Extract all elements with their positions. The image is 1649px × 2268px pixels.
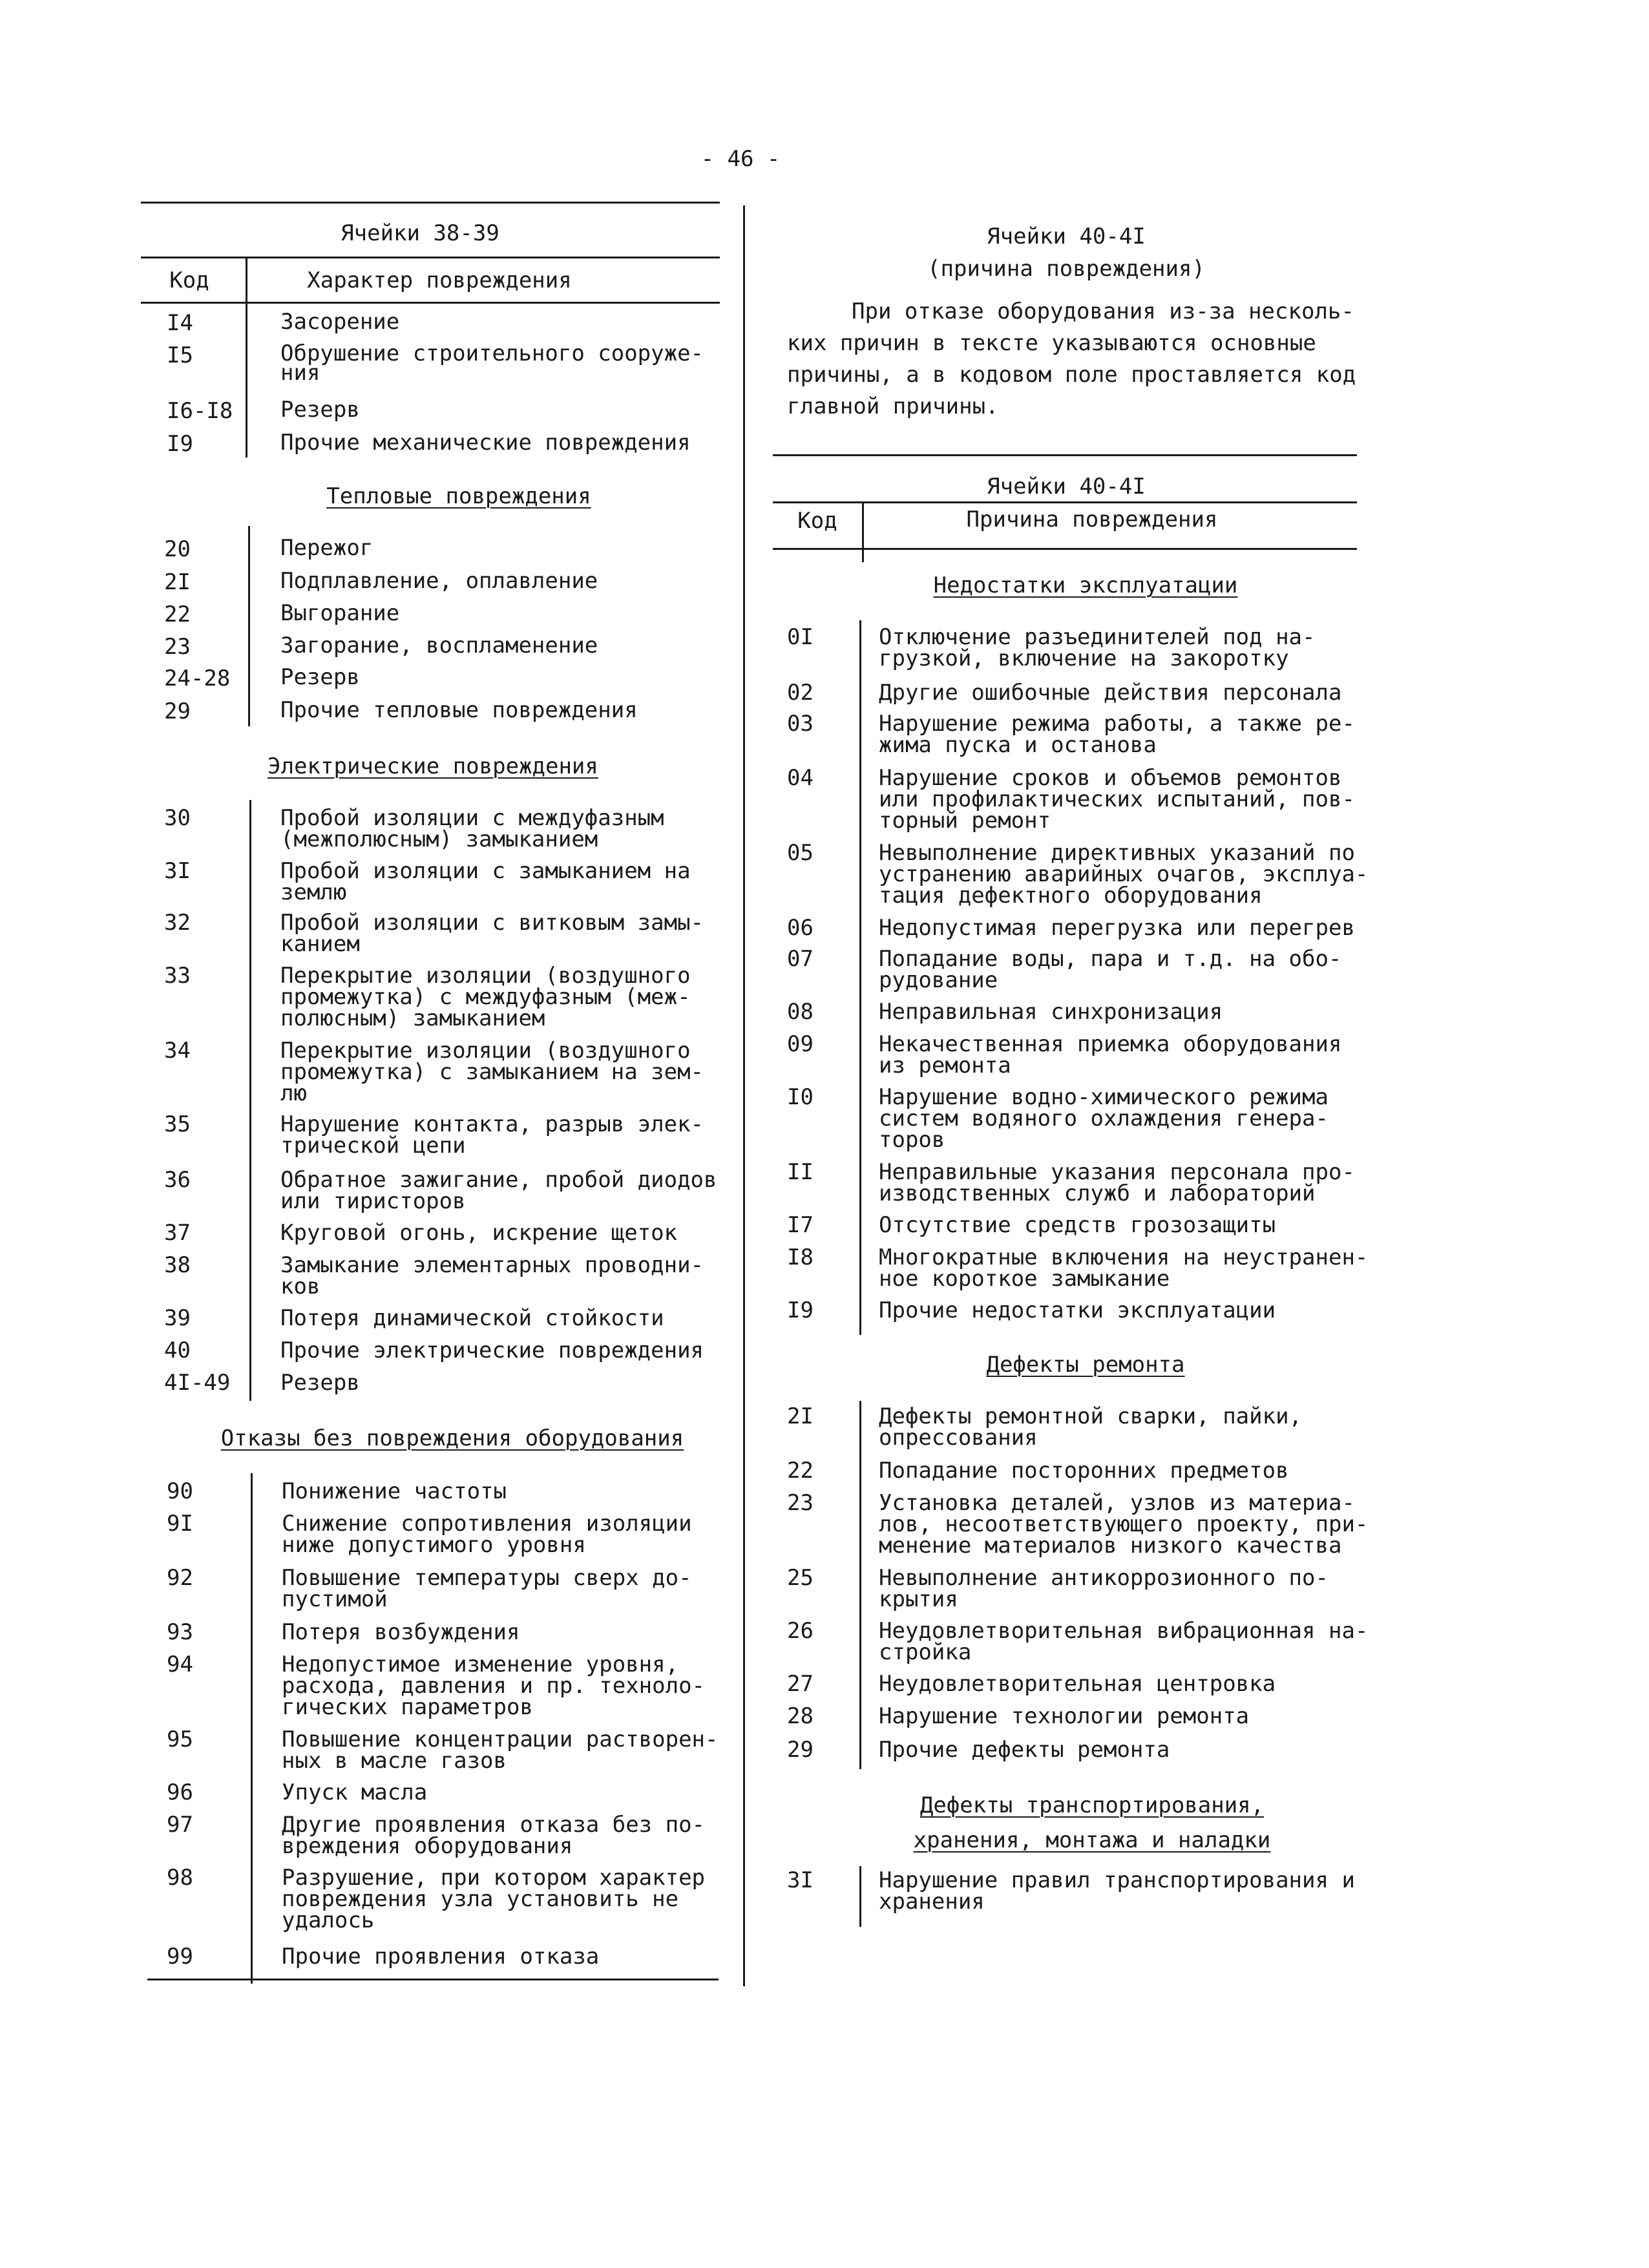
left-col-desc-header: Характер повреждения (307, 268, 572, 293)
code-cell: I6-I8 (167, 398, 233, 424)
code-cell: 34 (164, 1038, 191, 1064)
desc-cell: Нарушение технологии ремонта (879, 1703, 1250, 1729)
column-separator (743, 205, 745, 1986)
desc-cell: Нарушение сроков и объемов ремонтов или профилактических испытаний, пов- торный ремонт (879, 765, 1355, 834)
right-table-title: Ячейки 40-4I (987, 474, 1146, 499)
desc-cell: Пробой изоляции с замыканием на землю (280, 858, 691, 905)
code-cell: 03 (787, 711, 814, 737)
code-cell: I9 (167, 431, 193, 457)
code-cell: 20 (164, 536, 191, 562)
right-repair-divider (859, 1401, 861, 1769)
code-cell: 38 (164, 1252, 191, 1278)
left-header-divider (246, 257, 247, 304)
code-cell: 2I (164, 569, 191, 595)
desc-cell: Перекрытие изоляции (воздушного промежутка) с междуфазным (меж- полюсным) замыканием (280, 963, 691, 1031)
desc-cell: Нарушение правил транспортирования и хранения (879, 1867, 1355, 1915)
desc-cell: Прочие тепловые повреждения (280, 697, 638, 723)
code-cell: 98 (167, 1865, 193, 1891)
code-cell: 97 (167, 1812, 193, 1838)
code-cell: 28 (787, 1703, 814, 1729)
code-cell: 9I (167, 1511, 193, 1537)
code-cell: 29 (787, 1737, 814, 1763)
code-cell: 02 (787, 680, 814, 706)
right-header-rule-top (773, 501, 1357, 503)
code-cell: 94 (167, 1652, 193, 1677)
desc-cell: Выгорание (280, 600, 400, 626)
desc-cell: Повышение концентрации растворен- ных в масле газов (282, 1727, 719, 1774)
desc-cell: Неудовлетворительная вибрационная на- стройка (879, 1618, 1369, 1665)
left-group1-divider (246, 304, 247, 457)
code-cell: I8 (787, 1244, 814, 1270)
desc-cell: Замыкание элементарных проводни- ков (280, 1252, 704, 1299)
desc-cell: Прочие проявления отказа (282, 1944, 600, 1969)
code-cell: 3I (787, 1867, 814, 1893)
desc-cell: Невыполнение директивных указаний по устранению аварийных очагов, эксплуа- тация дефектного оборудования (879, 840, 1369, 908)
code-cell: II (787, 1159, 814, 1185)
desc-cell: Недопустимое изменение уровня, расхода, давления и пр. техноло- гических параметров (282, 1652, 706, 1720)
desc-cell: Отключение разъединителей под на- грузкой, включение на закоротку (879, 624, 1316, 671)
right-top-rule (773, 454, 1357, 456)
desc-cell: Невыполнение антикоррозионного по- крытия (879, 1565, 1329, 1612)
page-number: - 46 - (700, 146, 781, 172)
code-cell: 30 (164, 805, 191, 831)
code-cell: 05 (787, 840, 814, 866)
code-cell: 95 (167, 1727, 193, 1752)
desc-cell: Неудовлетворительная центровка (879, 1671, 1276, 1697)
section-heading-repair: Дефекты ремонта (986, 1352, 1185, 1378)
desc-cell: Установка деталей, узлов из материа- лов, несоответствующего проекту, при- менение материалов низкого качества (879, 1490, 1369, 1559)
desc-cell: Обрушение строительного сооруже- ния (280, 341, 704, 386)
desc-cell: Попадание посторонних предметов (879, 1458, 1289, 1484)
code-cell: 36 (164, 1167, 191, 1193)
code-cell: I9 (787, 1297, 814, 1323)
code-cell: 39 (164, 1305, 191, 1331)
desc-cell: Другие ошибочные действия персонала (879, 680, 1342, 706)
desc-cell: Подплавление, оплавление (280, 568, 598, 594)
desc-cell: Попадание воды, пара и т.д. на обо- рудование (879, 946, 1342, 993)
desc-cell: Потеря возбуждения (282, 1619, 520, 1645)
left-electric-divider (249, 800, 251, 1401)
code-cell: 2I (787, 1403, 814, 1429)
code-cell: I5 (167, 342, 193, 368)
desc-cell: Пробой изоляции с витковым замы- канием (280, 910, 704, 957)
code-cell: 29 (164, 698, 191, 724)
left-top-rule (141, 202, 720, 204)
code-cell: 96 (167, 1780, 193, 1805)
code-cell: I7 (787, 1212, 814, 1238)
right-header-rule-bottom (773, 548, 1357, 550)
code-cell: 23 (787, 1490, 814, 1516)
code-cell: 04 (787, 765, 814, 791)
code-cell: 0I (787, 624, 814, 650)
right-col-code-header: Код (797, 508, 837, 534)
section-heading-electric: Электрические повреждения (268, 753, 598, 779)
code-cell: 35 (164, 1111, 191, 1137)
left-header-rule-bottom (141, 302, 720, 304)
desc-cell: Перекрытие изоляции (воздушного промежутка) с замыканием на зем- лю (280, 1038, 704, 1106)
code-cell: 3I (164, 858, 191, 884)
left-header-rule-top (141, 257, 720, 258)
desc-cell: Разрушение, при котором характер повреждения узла установить не удалось (282, 1865, 706, 1933)
desc-cell: Неправильные указания персонала про- изводственных служб и лабораторий (879, 1159, 1355, 1206)
desc-cell: Снижение сопротивления изоляции ниже допустимого уровня (282, 1511, 692, 1558)
desc-cell: Повышение температуры сверх до- пустимой (282, 1565, 692, 1612)
section-heading-operation: Недостатки эксплуатации (933, 572, 1238, 598)
code-cell: 23 (164, 634, 191, 660)
desc-cell: Отсутствие средств грозозащиты (879, 1212, 1276, 1238)
code-cell: 08 (787, 999, 814, 1025)
right-subtitle: (причина повреждения) (927, 256, 1205, 282)
desc-cell: Засорение (280, 309, 400, 335)
desc-cell: Нарушение водно-химического режима систем водяного охлаждения генера- торов (879, 1084, 1329, 1153)
section-heading-transport-1: Дефекты транспортирования, (919, 1792, 1265, 1818)
desc-cell: Резерв (280, 397, 360, 423)
desc-cell: Обратное зажигание, пробой диодов или тиристоров (280, 1167, 717, 1214)
desc-cell: Прочие электрические повреждения (280, 1338, 704, 1363)
left-failures-divider (251, 1473, 253, 1984)
code-cell: I4 (167, 310, 193, 336)
desc-cell: Пережог (280, 535, 373, 561)
right-transport-divider (859, 1866, 861, 1927)
code-cell: 90 (167, 1478, 193, 1504)
code-cell: 37 (164, 1220, 191, 1246)
left-col-code-header: Код (169, 268, 209, 293)
desc-cell: Многократные включения на неустранен- ное короткое замыкание (879, 1244, 1369, 1292)
left-thermal-divider (248, 526, 250, 726)
section-heading-failures: Отказы без повреждения оборудования (220, 1425, 684, 1451)
right-operation-divider (859, 620, 861, 1335)
desc-cell: Нарушение режима работы, а также ре- жима пуска и останова (879, 711, 1355, 758)
left-table-title: Ячейки 38-39 (341, 220, 499, 246)
code-cell: I0 (787, 1084, 814, 1110)
desc-cell: Неправильная синхронизация (879, 999, 1223, 1025)
section-heading-thermal: Тепловые повреждения (326, 483, 591, 509)
code-cell: 27 (787, 1671, 814, 1697)
code-cell: 99 (167, 1944, 193, 1969)
desc-cell: Прочие дефекты ремонта (879, 1737, 1170, 1763)
code-cell: 22 (164, 602, 191, 627)
code-cell: 32 (164, 910, 191, 936)
desc-cell: Загорание, воспламенение (280, 633, 598, 658)
code-cell: 24-28 (164, 666, 231, 691)
code-cell: 26 (787, 1618, 814, 1644)
desc-cell: Резерв (280, 664, 360, 690)
desc-cell: Недопустимая перегрузка или перегрев (879, 915, 1355, 941)
code-cell: 06 (787, 915, 814, 941)
desc-cell: Дефекты ремонтной сварки, пайки, опрессования (879, 1403, 1303, 1451)
code-cell: 25 (787, 1565, 814, 1591)
desc-cell: Понижение частоты (282, 1478, 507, 1504)
code-cell: 92 (167, 1565, 193, 1591)
desc-cell: Упуск масла (282, 1780, 428, 1805)
desc-cell: Резерв (280, 1370, 360, 1396)
code-cell: 40 (164, 1338, 191, 1363)
desc-cell: Пробой изоляции с междуфазным (межполюсным) замыканием (280, 805, 664, 852)
section-heading-transport-2: хранения, монтажа и наладки (913, 1827, 1271, 1853)
desc-cell: Нарушение контакта, разрыв элек- трической цепи (280, 1111, 704, 1159)
desc-cell: Потеря динамической стойкости (280, 1305, 664, 1331)
code-cell: 4I-49 (164, 1370, 231, 1396)
code-cell: 09 (787, 1031, 814, 1057)
desc-cell: Некачественная приемка оборудования из ремонта (879, 1031, 1342, 1078)
right-col-desc-header: Причина повреждения (966, 507, 1218, 532)
desc-cell: Круговой огонь, искрение щеток (280, 1220, 678, 1246)
code-cell: 93 (167, 1619, 193, 1645)
desc-cell: Другие проявления отказа без по- вреждения оборудования (282, 1812, 706, 1859)
code-cell: 33 (164, 963, 191, 989)
left-bottom-rule (147, 1979, 719, 1980)
right-title: Ячейки 40-4I (987, 224, 1146, 249)
desc-cell: Прочие механические повреждения (280, 430, 691, 456)
desc-cell: Прочие недостатки эксплуатации (879, 1297, 1276, 1323)
code-cell: 22 (787, 1458, 814, 1484)
right-header-divider (862, 501, 864, 562)
code-cell: 07 (787, 946, 814, 972)
right-intro-paragraph: При отказе оборудования из-за несколь- ких причин в тексте указываются основные причины, а в кодовом поле проставляется код главной причины. (787, 299, 1356, 419)
